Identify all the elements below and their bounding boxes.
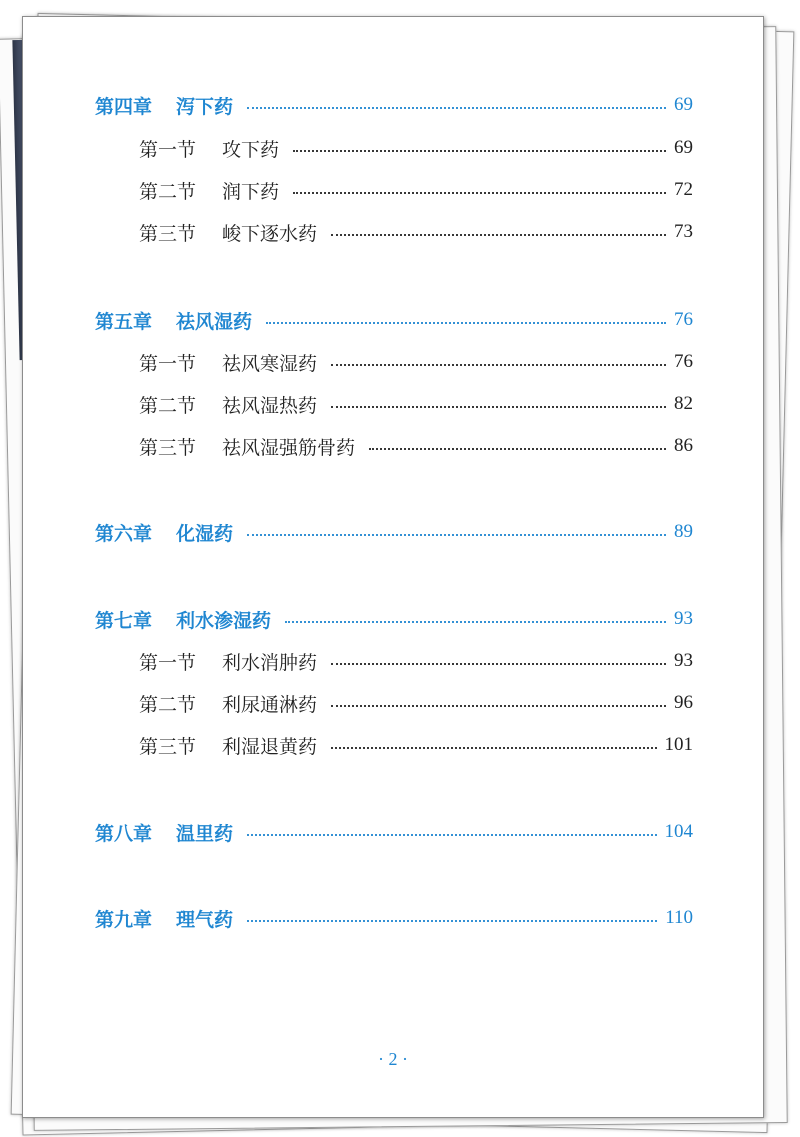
dot-leader — [331, 661, 666, 665]
toc-chapter[interactable] — [95, 604, 693, 634]
dot-leader — [247, 105, 666, 109]
chapter-number: 第七章 — [95, 609, 153, 632]
toc-section[interactable] — [139, 347, 693, 377]
section-title: 祛风湿强筋骨药 — [222, 436, 356, 459]
section-number: 第一节 — [139, 352, 197, 375]
section-number: 第二节 — [139, 693, 197, 716]
page-number: 93 — [674, 650, 693, 671]
section-number: 第一节 — [139, 651, 197, 674]
chapter-number: 第九章 — [95, 908, 153, 931]
section-title: 峻下逐水药 — [222, 222, 318, 245]
dot-leader — [331, 404, 666, 408]
page-number: 76 — [674, 309, 693, 330]
chapter-number: 第五章 — [95, 310, 153, 333]
chapter-number: 第六章 — [95, 522, 153, 545]
dot-leader — [331, 703, 666, 707]
section-number: 第二节 — [139, 180, 197, 203]
dot-leader — [247, 832, 656, 836]
page-number: 72 — [674, 179, 693, 200]
section-number: 第二节 — [139, 394, 197, 417]
dot-leader — [247, 532, 666, 536]
chapter-title: 化湿药 — [176, 522, 234, 545]
chapter-title: 温里药 — [176, 822, 234, 845]
dot-leader — [293, 190, 666, 194]
toc-page — [22, 16, 764, 1118]
toc-section[interactable] — [139, 730, 693, 760]
page-number: 73 — [674, 221, 693, 242]
toc-section[interactable] — [139, 175, 693, 205]
toc-chapter[interactable] — [95, 903, 693, 933]
page-number: 110 — [665, 907, 693, 928]
page-number: 89 — [674, 521, 693, 542]
toc-section[interactable] — [139, 217, 693, 247]
page-number: 82 — [674, 393, 693, 414]
toc-section[interactable] — [139, 431, 693, 461]
section-title: 润下药 — [222, 180, 280, 203]
dot-leader — [293, 148, 666, 152]
toc-section[interactable] — [139, 389, 693, 419]
section-number: 第三节 — [139, 735, 197, 758]
toc-section[interactable] — [139, 133, 693, 163]
chapter-number: 第四章 — [95, 95, 153, 118]
toc-chapter[interactable] — [95, 305, 693, 335]
chapter-title: 泻下药 — [176, 95, 234, 118]
page-folio: · 2 · — [378, 1049, 408, 1069]
toc-chapter[interactable] — [95, 90, 693, 120]
dot-leader — [331, 232, 666, 236]
page-number: 76 — [674, 351, 693, 372]
section-title: 利湿退黄药 — [222, 735, 318, 758]
dot-leader — [266, 320, 666, 324]
toc-chapter[interactable] — [95, 517, 693, 547]
page-number: 69 — [674, 137, 693, 158]
chapter-title: 利水渗湿药 — [176, 609, 272, 632]
page-number: 93 — [674, 608, 693, 629]
dot-leader — [247, 918, 657, 922]
section-number: 第三节 — [139, 222, 197, 245]
dot-leader — [331, 362, 666, 366]
page-number: 86 — [674, 435, 693, 456]
page-number: 96 — [674, 692, 693, 713]
section-number: 第三节 — [139, 436, 197, 459]
section-title: 利尿通淋药 — [222, 693, 318, 716]
toc-chapter[interactable] — [95, 817, 693, 847]
page-number: 104 — [664, 821, 693, 842]
chapter-number: 第八章 — [95, 822, 153, 845]
section-title: 攻下药 — [222, 138, 280, 161]
chapter-title: 祛风湿药 — [176, 310, 253, 333]
section-title: 祛风湿热药 — [222, 394, 318, 417]
page-number: 101 — [664, 734, 693, 755]
dot-leader — [285, 619, 666, 623]
section-number: 第一节 — [139, 138, 197, 161]
section-title: 利水消肿药 — [222, 651, 318, 674]
dot-leader — [331, 745, 656, 749]
chapter-title: 理气药 — [176, 908, 234, 931]
toc-section[interactable] — [139, 688, 693, 718]
dot-leader — [369, 446, 666, 450]
section-title: 祛风寒湿药 — [222, 352, 318, 375]
page-number: 69 — [674, 94, 693, 115]
toc-section[interactable] — [139, 646, 693, 676]
